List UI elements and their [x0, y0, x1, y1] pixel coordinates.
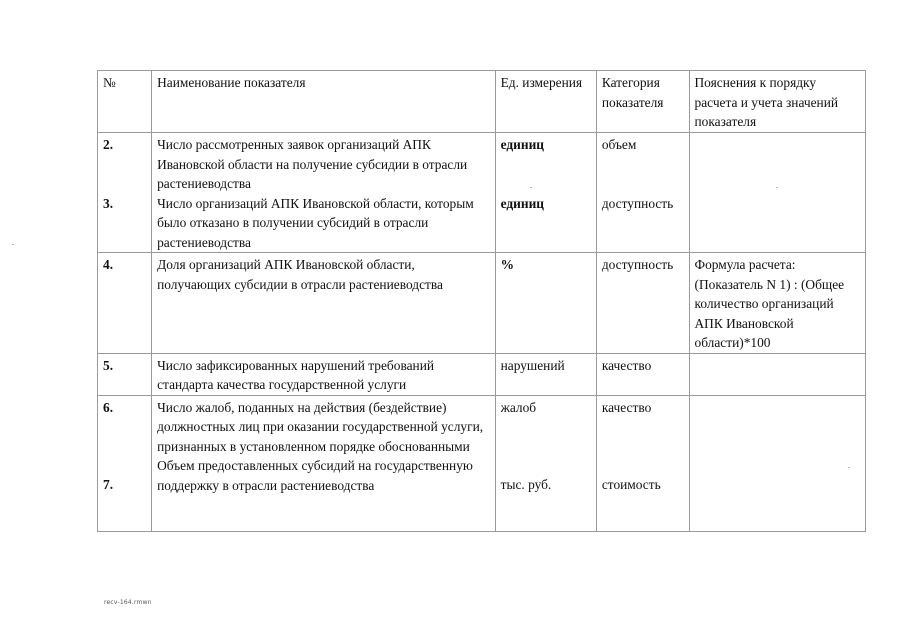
row-num-cell — [98, 133, 152, 253]
row-num: 3. — [103, 195, 114, 211]
row-name: Число зафиксированных нарушений требований стандарта качества государственной услуги — [152, 353, 495, 395]
row-num: 6. — [103, 399, 114, 415]
row-name-cell — [152, 395, 495, 531]
row-unit: нарушений — [495, 353, 596, 395]
row-explain — [689, 353, 866, 395]
table-row — [98, 353, 866, 395]
header-unit: Ед. измерения — [495, 71, 596, 133]
row-name: Доля организаций АПК Ивановской области, получающих субсидии в отрасли растениеводства — [152, 253, 495, 354]
row-unit: единиц — [500, 195, 544, 211]
row-category: объем — [601, 137, 637, 152]
scan-speck — [776, 187, 778, 188]
header-category: Категория показателя — [596, 71, 689, 133]
table-row — [98, 133, 866, 253]
scan-speck — [848, 467, 850, 468]
row-num-cell — [98, 395, 152, 531]
row-category: доступность — [601, 195, 674, 211]
row-unit: жалоб — [500, 399, 537, 415]
indicators-table — [97, 70, 866, 532]
table-header-row — [98, 71, 866, 133]
header-explain: Пояснения к порядку расчета и учета значений показателя — [689, 71, 866, 133]
row-category-cell — [596, 133, 689, 253]
row-num: 2. — [103, 137, 114, 152]
row-unit-cell — [495, 395, 596, 531]
row-category: качество — [596, 353, 689, 395]
header-num: № — [98, 71, 152, 133]
header-name: Наименование показателя — [152, 71, 495, 133]
row-category: качество — [601, 399, 652, 415]
scan-speck — [530, 187, 532, 188]
footer-mark: recv-164.rmwn — [104, 599, 152, 606]
row-name: Объем предоставленных субсидий на государственную поддержку в отрасли растениеводства — [157, 458, 473, 493]
row-category-cell — [596, 395, 689, 531]
table-row — [98, 253, 866, 354]
row-unit: тыс. руб. — [500, 477, 552, 492]
row-category: доступность — [596, 253, 689, 354]
row-category: стоимость — [601, 477, 661, 492]
row-explain: Формула расчета: (Показатель N 1) : (Общее количество организаций АПК Ивановской области)*100 — [689, 253, 866, 354]
scan-speck — [12, 244, 14, 245]
row-num: 7. — [103, 477, 114, 492]
row-num: 5. — [98, 353, 152, 395]
row-name-cell — [152, 133, 495, 253]
table-row — [98, 395, 866, 531]
row-name: Число жалоб, поданных на действия (бездействие) должностных лиц при оказании государственной услуги, признанных в установленном порядке обоснованными — [157, 399, 484, 454]
row-unit-cell — [495, 133, 596, 253]
row-name: Число организаций АПК Ивановской области, которым было отказано в получении субсидий в отрасли растениеводства — [157, 195, 474, 250]
row-explain — [689, 395, 866, 531]
row-name: Число рассмотренных заявок организаций АПК Ивановской области на получение субсидии в отрасли растениеводства — [157, 137, 468, 191]
row-unit: единиц — [500, 137, 544, 152]
row-unit: % — [495, 253, 596, 354]
row-explain — [689, 133, 866, 253]
row-num: 4. — [98, 253, 152, 354]
